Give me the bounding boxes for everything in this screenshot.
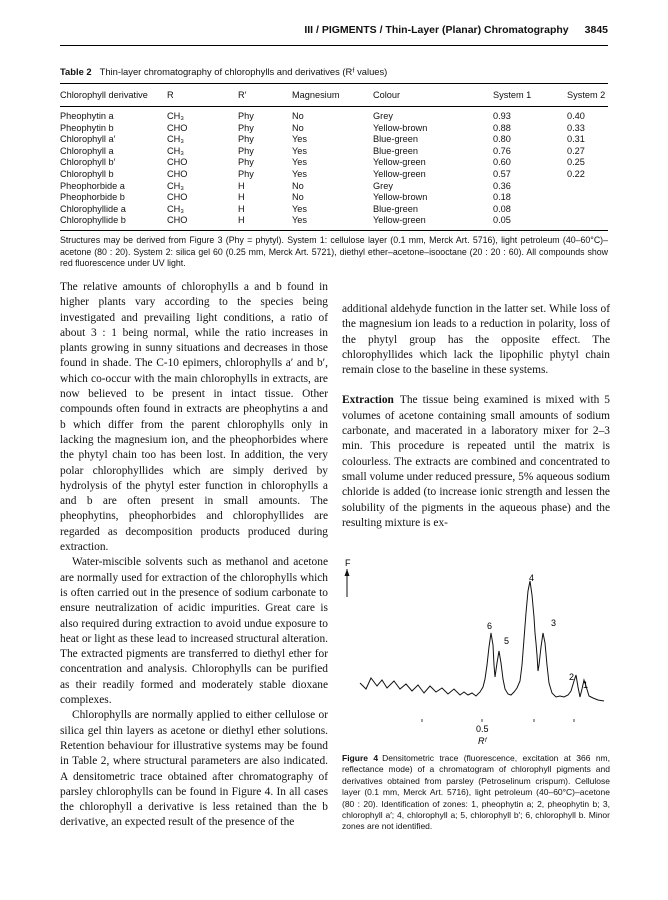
- paragraph: The relative amounts of chlorophylls a and b found in higher plants vary according to the species being investigated and prevailing light conditions, a ratio of about 3 : 1 being normal, while the ratio increases in plants growing in sunny situations and decreases in those found in shade. The C-10 epimers, chlorophylls a′ and b′, which co-occur with the main chlorophylls in extracts, are now believed to be present in intact tissue. Other compounds often found in extracts are pheophytins a and b which differ from the parent chlorophylls only in lacking the magnesium ion, and the pheophorbides where the phytyl chain too has been lost. In addition, the very polar chlorophyllides which are simply derived by hydrolysis of the phytyl ester function in chlorophylls a and b are often present in small amounts. The pheophytins, pheophorbides and chlorophyllides are regarded as decomposition products produced during extraction.: [60, 281, 328, 554]
- table-cell: Chlorophyllide a: [60, 203, 126, 214]
- table-cell: Yes: [292, 145, 307, 156]
- peak-label-6: 6: [487, 621, 493, 631]
- table-cell: 0.27: [567, 145, 585, 156]
- axis-label-f: F: [345, 558, 351, 568]
- table-cell: CHO: [167, 215, 188, 226]
- table-cell: CHO: [167, 122, 188, 133]
- column-header: Magnesium: [292, 90, 340, 100]
- table-cell: 0.05: [493, 215, 511, 226]
- table-cell: 0.22: [567, 168, 585, 179]
- table-row: [60, 169, 608, 181]
- table-cell: Chlorophyllide b: [60, 215, 126, 226]
- table-row: [60, 204, 608, 216]
- table-cell: 0.76: [493, 145, 511, 156]
- table-row: [60, 134, 608, 146]
- table-cell: CHO: [167, 192, 188, 203]
- table-cell: Phy: [238, 168, 254, 179]
- table-bottom-rule: [60, 230, 608, 231]
- table-cell: 0.33: [567, 122, 585, 133]
- table-cell: 0.80: [493, 134, 511, 145]
- body-column-right: [342, 302, 610, 531]
- table-cell: Yes: [292, 203, 307, 214]
- page-number: 3845: [584, 24, 608, 36]
- x-axis-label: Rᶠ: [478, 736, 487, 746]
- column-header: Colour: [373, 90, 401, 100]
- table-cell: Yellow-green: [373, 157, 426, 168]
- table-cell: 0.88: [493, 122, 511, 133]
- table-cell: Yellow-green: [373, 168, 426, 179]
- column-header: R: [167, 90, 174, 100]
- table-row: [60, 181, 608, 193]
- table-body: [60, 107, 608, 230]
- table-cell: Grey: [373, 111, 393, 121]
- table-row: [60, 157, 608, 169]
- table-cell: Blue-green: [373, 134, 418, 145]
- table-cell: No: [292, 111, 304, 121]
- table-cell: H: [238, 180, 245, 191]
- paragraph: additional aldehyde function in the latter set. While loss of the magnesium ion leads to a reduction in polarity, loss of the phytyl group has the opposite effect. The chlorophyllides which lack the lipophilic phytyl chain remain close to the baseline in these systems.: [342, 303, 610, 377]
- table-cell: Blue-green: [373, 145, 418, 156]
- peak-label-3: 3: [551, 618, 557, 628]
- table-cell: CH₃: [167, 180, 185, 191]
- running-head: [60, 24, 608, 36]
- table-row: [60, 111, 608, 123]
- table-cell: Yellow-green: [373, 215, 426, 226]
- peak-label-1: 1: [583, 680, 589, 690]
- table-cell: CHO: [167, 157, 188, 168]
- peak-label-2: 2: [569, 672, 575, 682]
- table-cell: Pheophorbide b: [60, 192, 125, 203]
- table-cell: H: [238, 192, 245, 203]
- table-cell: Yellow-brown: [373, 192, 428, 203]
- table-cell: No: [292, 180, 304, 191]
- table-cell: Yellow-brown: [373, 122, 428, 133]
- paragraph-text: The tissue being examined is mixed with 5 volumes of acetone containing small amounts of sodium carbonate, and macerated in a laboratory mixer for 2–3 min. This procedure is repeated until the matrix is colourless. The extracts are combined and concentrated to small volume under reduced pressure, 5% aqueous sodium chloride is added (to increase ionic strength and lessen the solubility of the pigments in the aqueous phase) and the resulting mixture is ex-: [342, 394, 610, 529]
- table-cell: CH₃: [167, 203, 185, 214]
- table-cell: 0.57: [493, 168, 511, 179]
- table-cell: Chlorophyll a: [60, 145, 114, 156]
- table-cell: 0.25: [567, 157, 585, 168]
- paragraph: Water-miscible solvents such as methanol and acetone are normally used for extraction of the chlorophylls which is often carried out in the presence of sodium carbonate to ensure neutralization of acidic impurities. Great care is also required during extraction to avoid undue exposure to heat or light as these lead to increased structural alteration. The extracted pigments are transferred to diethyl ether for concentration and analysis. Chlorophylls can be purified as their readily formed and moderately stable dioxane complexes.: [60, 556, 328, 707]
- header-rule: [60, 45, 608, 46]
- table-cell: Pheophytin a: [60, 111, 114, 121]
- table-cell: Pheophytin b: [60, 122, 114, 133]
- table-row: [60, 146, 608, 158]
- figure-label: Figure 4: [342, 753, 379, 763]
- table-caption: [60, 66, 608, 77]
- trace-line: [360, 581, 604, 701]
- table-cell: Phy: [238, 122, 254, 133]
- table-cell: Phy: [238, 134, 254, 145]
- table-row: [60, 215, 608, 227]
- table-cell: 0.36: [493, 180, 511, 191]
- column-header: R′: [238, 90, 247, 100]
- table-cell: No: [292, 122, 304, 133]
- peak-label-5: 5: [504, 636, 510, 646]
- column-header: Chlorophyll derivative: [60, 90, 148, 100]
- peak-label-4: 4: [529, 573, 535, 583]
- table-cell: 0.60: [493, 157, 511, 168]
- table-cell: Grey: [373, 180, 393, 191]
- table-cell: Pheophorbide a: [60, 180, 125, 191]
- figure-caption: [342, 753, 610, 833]
- table-header-row: [60, 84, 608, 106]
- table-title: Thin-layer chromatography of chlorophylls and derivatives (Rᶠ values): [99, 66, 388, 77]
- figure-caption-text: Densitometric trace (fluorescence, excitation at 366 nm, reflectance mode) of a chromatogram of chlorophyll pigments and derivatives obtained from parsley (Petroselinum crispum). Cellulose layer (0.1 mm, Merck Art. 5716), light petroleum (40–60°C)–acetone (80 : 20). Identification of zones: 1, pheophytin a; 2, pheophytin b; 3, chlorophyll a′; 4, chlorophyll a; 5, chlorophyll b′; 6, chlorophyll b. Minor zones are not identified.: [342, 753, 611, 832]
- table-cell: CH₃: [167, 145, 185, 156]
- table-cell: Blue-green: [373, 203, 418, 214]
- table-cell: Yes: [292, 157, 307, 168]
- table-cell: No: [292, 192, 304, 203]
- extraction-paragraph: [342, 393, 610, 531]
- tick-label: 0.5: [476, 724, 489, 734]
- table-cell: CHO: [167, 168, 188, 179]
- table-cell: Phy: [238, 111, 254, 121]
- data-table: [60, 83, 608, 270]
- table-cell: 0.31: [567, 134, 585, 145]
- table-cell: 0.08: [493, 203, 511, 214]
- paragraph: Chlorophylls are normally applied to either cellulose or silica gel thin layers as acetone or diethyl ether solutions. Retention behaviour for illustrative systems may be found in Table 2, where structural parameters are also indicated. A densitometric trace obtained after chromatography of parsley chlorophylls can be found in Figure 4. In all cases the chlorophyll a derivative is less retained than the b derivative, an expected result of the presence of the: [60, 709, 328, 829]
- table-cell: Phy: [238, 145, 254, 156]
- column-header: System 2: [567, 90, 606, 100]
- table-row: [60, 123, 608, 135]
- table-cell: Phy: [238, 157, 254, 168]
- running-head-title: III / PIGMENTS / Thin-Layer (Planar) Chromatography: [304, 24, 569, 36]
- table-cell: Chlorophyll a′: [60, 134, 116, 145]
- table-cell: H: [238, 203, 245, 214]
- table-cell: Yes: [292, 215, 307, 226]
- table-row: [60, 192, 608, 204]
- table-cell: 0.93: [493, 111, 511, 121]
- densitometric-trace-figure: [342, 555, 610, 750]
- table-cell: Yes: [292, 168, 307, 179]
- table-cell: H: [238, 215, 245, 226]
- table-cell: 0.18: [493, 192, 511, 203]
- column-header: System 1: [493, 90, 532, 100]
- table-cell: CH₃: [167, 134, 185, 145]
- table-cell: CH₃: [167, 111, 185, 121]
- table-label: Table 2: [60, 66, 92, 77]
- body-column-left: [60, 280, 328, 831]
- table-cell: Chlorophyll b′: [60, 157, 116, 168]
- arrow-head-icon: [345, 569, 350, 576]
- section-heading: Extraction: [342, 394, 394, 407]
- table-notes: Structures may be derived from Figure 3 (Phy = phytyl). System 1: cellulose layer (0.1 mm, Merck Art. 5716), light petroleum (40–60°C)–acetone (80 : 20). System 2: silica gel 60 (0.25 mm, Merck Art. 5721), diethyl ether–acetone–isooctane (20 : 20 : 60). All compounds show red fluorescence under UV light.: [60, 234, 608, 269]
- table-cell: 0.40: [567, 111, 585, 121]
- table-cell: Yes: [292, 134, 307, 145]
- table-cell: Chlorophyll b: [60, 168, 114, 179]
